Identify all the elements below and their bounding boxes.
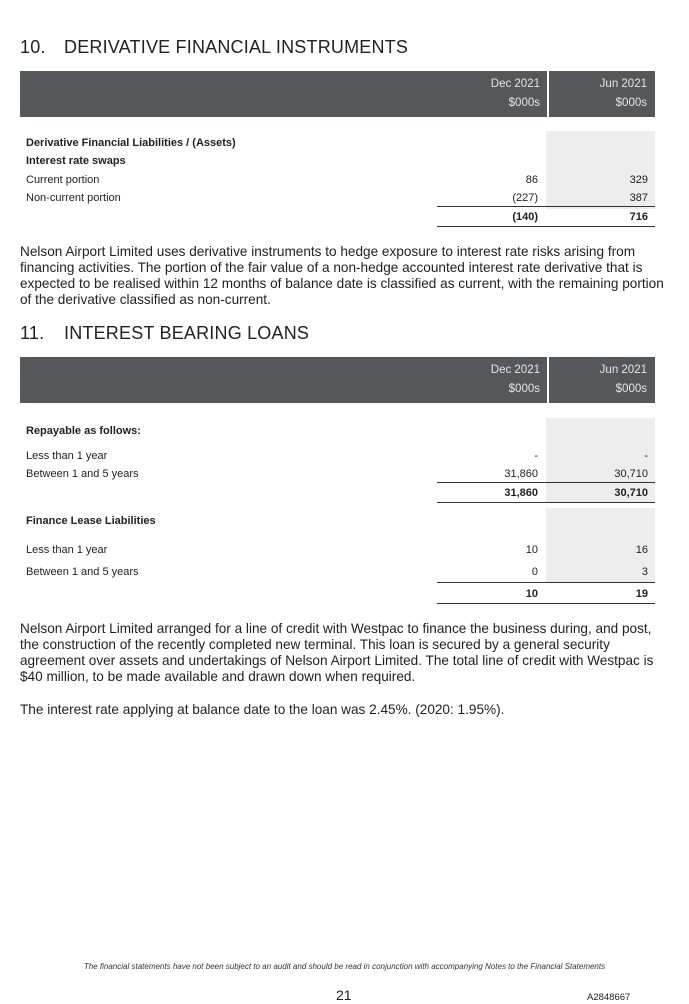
total-dec: (140) xyxy=(512,211,538,223)
section-11-paragraph: Nelson Airport Limited arranged for a line of credit with Westpac to finance the business during, and post, the construction of the recently completed new terminal. This loan is secured by a general security agreement over assets and undertakings of Nelson Airport Limited. The total line of credit with Westpac is $40 million, to be made available and drawn down when required. xyxy=(20,621,654,684)
section-number: 10. xyxy=(20,37,46,57)
total-dec: 31,860 xyxy=(504,487,538,499)
cell-jun: 16 xyxy=(635,544,648,556)
cell-dec: 10 xyxy=(525,544,538,556)
column-header-jun-2021: Jun 2021 $000s xyxy=(599,364,647,395)
section-11-heading xyxy=(20,323,309,344)
table-header-band xyxy=(20,357,655,403)
cell-dec: 86 xyxy=(525,174,538,186)
table-subheading: Derivative Financial Liabilities / (Assets) xyxy=(26,137,236,149)
total-jun: 19 xyxy=(635,588,648,600)
row-label: Between 1 and 5 years xyxy=(26,566,139,578)
cell-dec: 0 xyxy=(531,566,538,578)
cell-jun: 3 xyxy=(641,566,648,578)
total-underline xyxy=(437,603,655,604)
total-underline xyxy=(437,226,655,227)
cell-dec: 31,860 xyxy=(504,468,538,480)
cell-dec: (227) xyxy=(512,192,538,204)
document-reference: A2848667 xyxy=(587,992,631,1003)
table-subheading: Finance Lease Liabilities xyxy=(26,515,156,527)
column-header-jun-2021: Jun 2021 $000s xyxy=(599,78,647,109)
row-label: Current portion xyxy=(26,174,100,186)
total-jun: 716 xyxy=(629,211,648,223)
row-label: Non-current portion xyxy=(26,192,121,204)
column-header-dec-2021: Dec 2021 $000s xyxy=(490,78,540,109)
total-rule xyxy=(437,482,655,483)
footer-disclaimer: The financial statements have not been subject to an audit and should be read in conjunction with accompanying Notes to the Financial Statements xyxy=(83,962,606,971)
total-rule xyxy=(437,582,655,583)
table-subheading: Interest rate swaps xyxy=(26,155,126,167)
total-underline xyxy=(437,502,655,503)
page-number: 21 xyxy=(336,987,352,1003)
row-label: Less than 1 year xyxy=(26,544,108,556)
section-11-interest-rate-paragraph: The interest rate applying at balance date to the loan was 2.45%. (2020: 1.95%). xyxy=(20,702,505,717)
table-header-band xyxy=(20,71,655,117)
cell-jun: - xyxy=(644,450,648,462)
cell-jun: 30,710 xyxy=(614,468,648,480)
table-subheading: Repayable as follows: xyxy=(26,425,141,437)
section-title: INTEREST BEARING LOANS xyxy=(64,323,310,343)
section-10-paragraph: Nelson Airport Limited uses derivative instruments to hedge exposure to interest rate risks arising from financing activities. The portion of the fair value of a non-hedge accounted interest rate derivative that is expected to be realised within 12 months of balance date is classified as current, with the remaining portion of the derivative classified as non-current. xyxy=(20,244,664,307)
total-rule xyxy=(437,206,655,207)
section-title: DERIVATIVE FINANCIAL INSTRUMENTS xyxy=(64,37,409,57)
section-10-heading xyxy=(20,37,408,58)
column-header-dec-2021: Dec 2021 $000s xyxy=(490,364,540,395)
row-label: Less than 1 year xyxy=(26,450,108,462)
section-number: 11. xyxy=(20,323,45,343)
cell-dec: - xyxy=(534,450,538,462)
total-dec: 10 xyxy=(525,588,538,600)
cell-jun: 329 xyxy=(629,174,648,186)
row-label: Between 1 and 5 years xyxy=(26,468,139,480)
total-jun: 30,710 xyxy=(614,487,648,499)
cell-jun: 387 xyxy=(629,192,648,204)
